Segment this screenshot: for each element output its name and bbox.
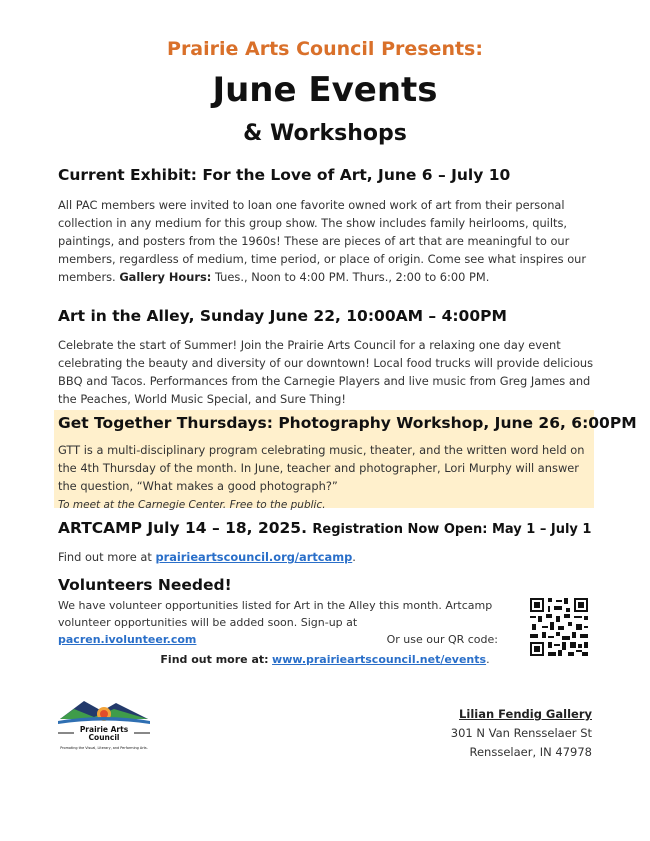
logo-name-line2: Council: [88, 733, 120, 742]
artcamp-registration: Registration Now Open: May 1 – July 1: [312, 522, 592, 537]
artcamp-link[interactable]: prairieartscouncil.org/artcamp: [155, 550, 353, 564]
alley-body: Celebrate the start of Summer! Join the Prairie Arts Council for a relaxing one day event celebrating the beauty and diversity of our downtown! Local food trucks will provide delicious BBQ and Tacos. Performances from the Carnegie Players and live music from Greg James and the Peaches, World Music Special, and Sure Thing!: [58, 338, 594, 406]
prairie-arts-council-logo: [54, 695, 154, 753]
volunteers-heading: Volunteers Needed!: [58, 576, 232, 594]
gallery-street: 301 N Van Rensselaer St: [450, 726, 592, 740]
events-link[interactable]: www.prairieartscouncil.net/events: [272, 653, 487, 666]
gtt-note: To meet at the Carnegie Center. Free to the public.: [58, 499, 326, 511]
presents-heading: Prairie Arts Council Presents:: [167, 38, 483, 60]
gtt-body: [58, 441, 592, 514]
artcamp-find-line: [58, 548, 598, 566]
gtt-heading: Get Together Thursdays: Photography Workshop, June 26, 6:00PM: [58, 414, 637, 432]
footer-link-suffix: .: [486, 653, 490, 666]
artcamp-find-suffix: .: [352, 550, 356, 564]
logo-name-line1: Prairie Arts: [79, 725, 129, 734]
qr-code-caption: Or use our QR code:: [386, 633, 498, 646]
logo-tagline: Promoting the Visual, Literary, and Performing Arts.: [60, 746, 148, 750]
exhibit-body: [58, 196, 598, 286]
exhibit-description: All PAC members were invited to loan one favorite owned work of art from their personal collection in any medium for this group show. The show includes family heirlooms, quilts, paintings, and posters from the 1960s! These are pieces of art that are meaningful to our members, regardless of medium, time period, or place of origin. Come see what inspires our members.: [58, 198, 587, 284]
footer-find-label: Find out more at:: [160, 653, 269, 666]
artcamp-heading-line: [58, 519, 591, 537]
artcamp-find-prefix: Find out more at: [58, 550, 152, 564]
page-subtitle: & Workshops: [243, 121, 407, 146]
exhibit-heading: Current Exhibit: For the Love of Art, June 6 – July 10: [58, 166, 511, 184]
page-title: June Events: [212, 70, 438, 110]
gallery-hours: Tues., Noon to 4:00 PM. Thurs., 2:00 to 6:00 PM.: [214, 270, 490, 284]
volunteers-description: We have volunteer opportunities listed for Art in the Alley this month. Artcamp volunteer opportunities will be added soon. Sign-up at: [58, 599, 493, 629]
gallery-hours-label: Gallery Hours:: [119, 270, 212, 284]
gallery-name: Lilian Fendig Gallery: [459, 707, 592, 721]
footer-find-line: [0, 651, 650, 669]
alley-heading: Art in the Alley, Sunday June 22, 10:00AM – 4:00PM: [58, 307, 507, 325]
gtt-description: GTT is a multi-disciplinary program celebrating music, theater, and the written word held on the 4th Thursday of the month. In June, teacher and photographer, Lori Murphy will answer the question, “What makes a good photograph?”: [58, 443, 585, 493]
artcamp-heading: ARTCAMP July 14 – 18, 2025.: [58, 519, 307, 537]
gallery-address: [451, 705, 592, 762]
volunteer-signup-link[interactable]: pacren.ivolunteer.com: [58, 633, 197, 646]
qr-code[interactable]: [530, 598, 588, 656]
gallery-city: Rensselaer, IN 47978: [469, 745, 592, 759]
